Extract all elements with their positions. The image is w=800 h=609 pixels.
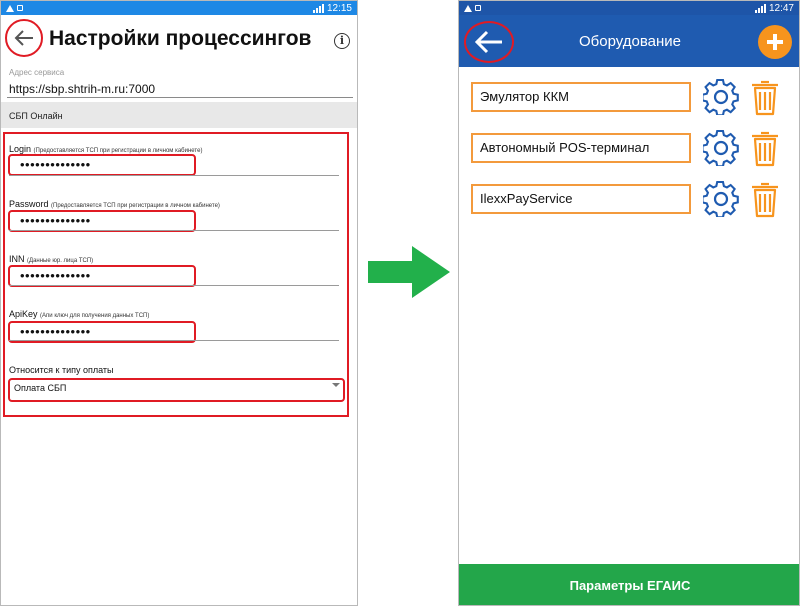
trash-icon[interactable]: [750, 180, 780, 218]
service-address-input[interactable]: https://sbp.shtrih-m.ru:7000: [9, 82, 156, 96]
status-time: 12:15: [326, 2, 352, 14]
status-bar: [459, 1, 799, 15]
password-input[interactable]: ••••••••••••••: [8, 210, 196, 232]
right-screen: [458, 0, 800, 606]
back-button[interactable]: [464, 21, 514, 63]
apikey-label: ApiKey (Апи ключ для получения данных ТСП): [9, 309, 150, 319]
login-input[interactable]: ••••••••••••••: [8, 154, 196, 176]
inn-label: INN (Данные юр. лица ТСП): [9, 254, 94, 264]
add-device-button[interactable]: [758, 25, 792, 59]
device-item[interactable]: Эмулятор ККМ: [471, 82, 691, 112]
plus-icon: [765, 32, 785, 52]
left-screen: [0, 0, 358, 606]
info-icon[interactable]: i: [334, 33, 350, 49]
inn-input[interactable]: ••••••••••••••: [8, 265, 196, 287]
gear-icon[interactable]: [703, 130, 739, 166]
gear-icon[interactable]: [703, 79, 739, 115]
transition-arrow-icon: [368, 246, 450, 298]
back-button[interactable]: [5, 19, 43, 57]
section-label: СБП Онлайн: [9, 111, 63, 121]
status-time: 12:47: [768, 2, 794, 14]
payment-type-value: Оплата СБП: [14, 383, 67, 393]
warning-icon: [6, 5, 14, 12]
arrow-left-icon: [13, 29, 35, 47]
egais-settings-button[interactable]: Параметры ЕГАИС: [459, 564, 800, 606]
notification-icon: [475, 5, 481, 11]
password-label: Password (Предоставляется ТСП при регистрации в личном кабинете): [9, 199, 220, 209]
page-title: Оборудование: [578, 33, 682, 50]
gear-icon[interactable]: [703, 181, 739, 217]
status-icons: [6, 5, 23, 12]
arrow-left-icon: [474, 30, 504, 54]
dropdown-caret-icon: [332, 383, 340, 387]
trash-icon[interactable]: [750, 129, 780, 167]
divider: [9, 340, 339, 341]
status-bar: [1, 1, 357, 15]
warning-icon: [464, 5, 472, 12]
divider: [9, 230, 339, 231]
payment-type-label: Относится к типу оплаты: [9, 365, 114, 375]
trash-icon[interactable]: [750, 78, 780, 116]
login-label: Login (Предоставляется ТСП при регистрации в личном кабинете): [9, 144, 203, 154]
signal-icon: [755, 4, 766, 13]
page-title: Настройки процессингов: [49, 27, 312, 50]
service-address-label: Адрес сервиса: [9, 68, 65, 77]
divider: [7, 97, 353, 98]
divider: [9, 175, 339, 176]
apikey-input[interactable]: ••••••••••••••: [8, 321, 196, 343]
status-icons: [464, 5, 481, 12]
device-item[interactable]: Автономный POS-терминал: [471, 133, 691, 163]
divider: [9, 285, 339, 286]
signal-icon: [313, 4, 324, 13]
notification-icon: [17, 5, 23, 11]
device-item[interactable]: IlexxPayService: [471, 184, 691, 214]
